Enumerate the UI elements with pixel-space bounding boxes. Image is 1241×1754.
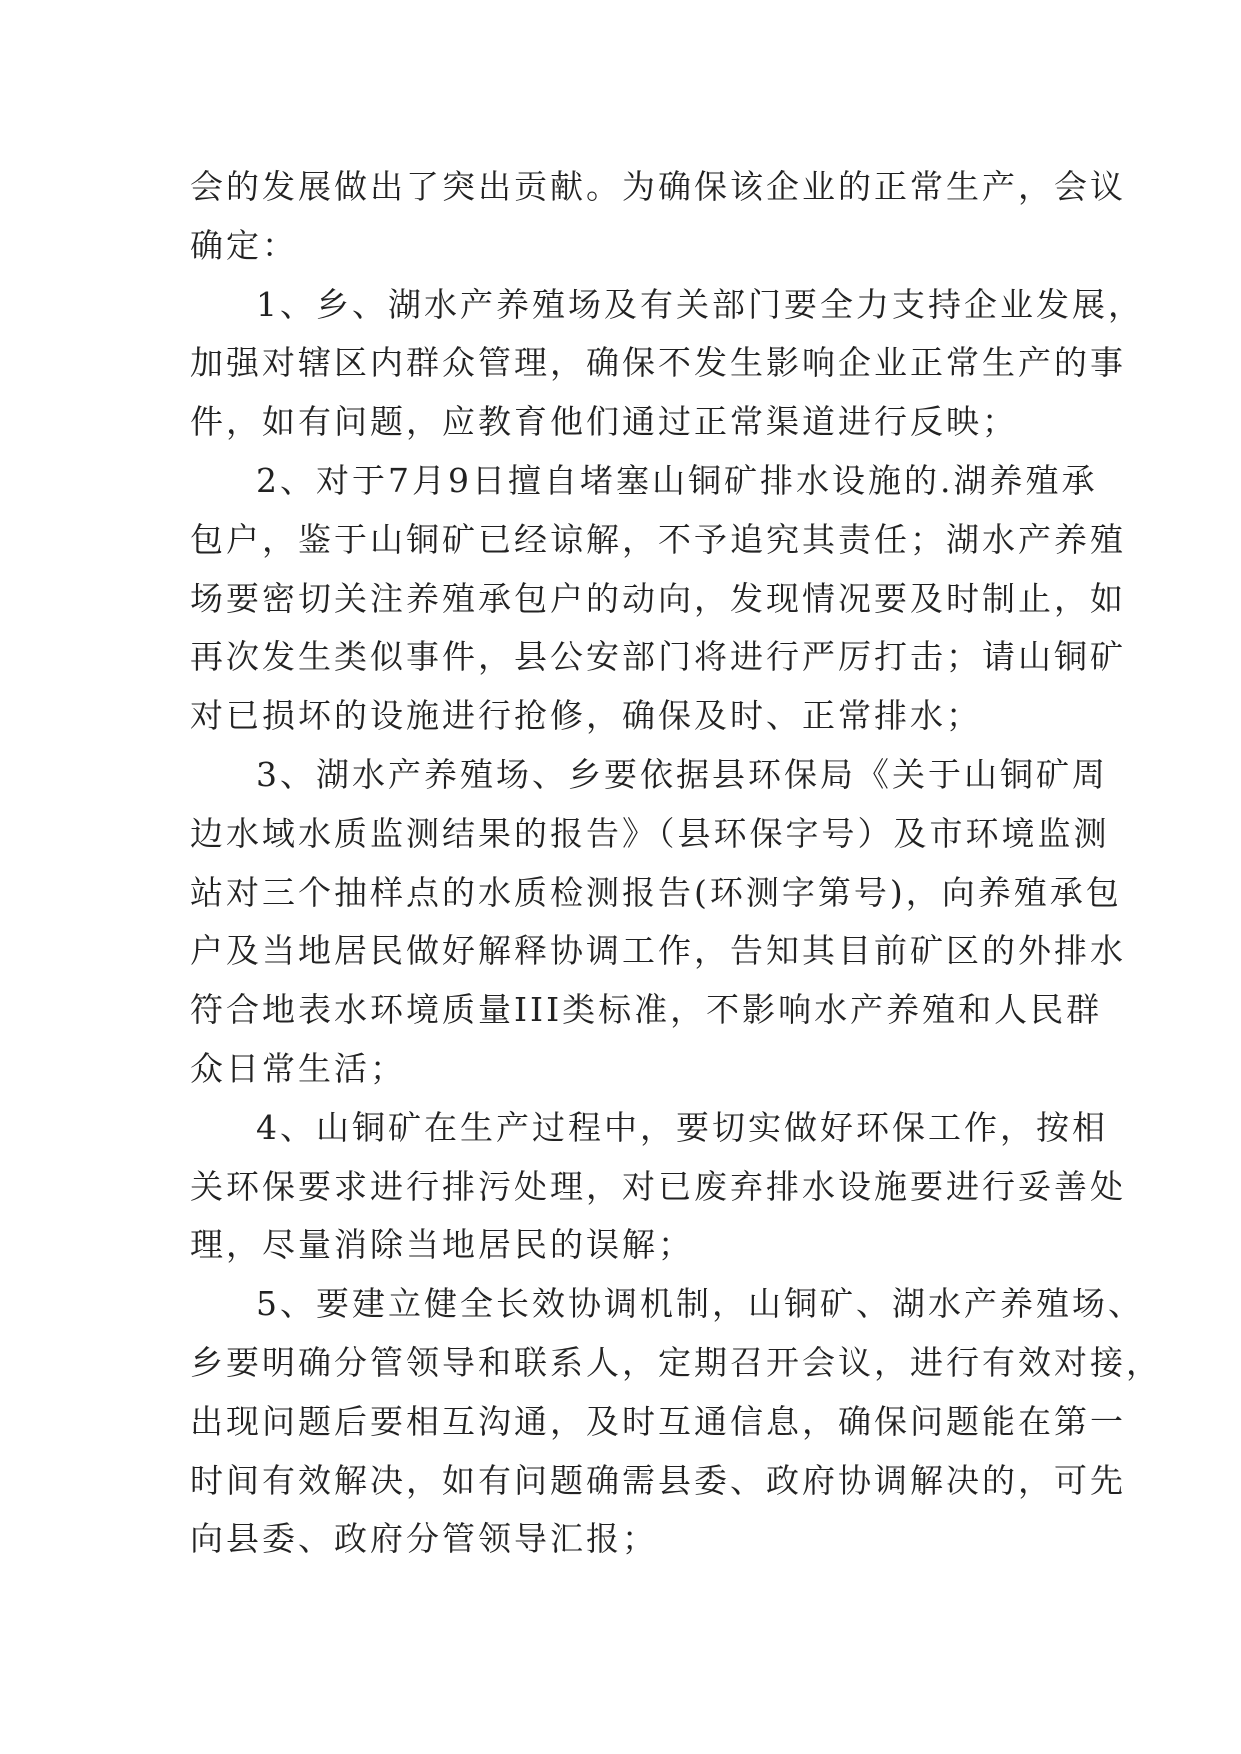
text-line: 场要密切关注养殖承包户的动向，发现情况要及时制止，如 xyxy=(190,578,1126,618)
paragraph-item-5 xyxy=(190,1275,1162,1569)
text-line: 4、山铜矿在生产过程中，要切实做好环保工作，按相 xyxy=(256,1107,1108,1147)
text-line: 再次发生类似事件，县公安部门将进行严厉打击；请山铜矿 xyxy=(190,637,1126,677)
paragraph-item-1 xyxy=(190,276,1144,452)
text-line: 出现问题后要相互沟通，及时互通信息，确保问题能在第一 xyxy=(190,1401,1126,1441)
text-line: 加强对辖区内群众管理，确保不发生影响企业正常生产的事 xyxy=(190,343,1126,383)
text-line: 会的发展做出了突出贡献。为确保该企业的正常生产，会议 xyxy=(190,167,1126,206)
text-line: 乡要明确分管领导和联系人，定期召开会议，进行有效对接， xyxy=(190,1342,1162,1382)
text-line: 向县委、政府分管领导汇报； xyxy=(190,1519,658,1559)
text-line: 关环保要求进行排污处理，对已废弃排水设施要进行妥善处 xyxy=(190,1166,1126,1206)
text-line: 包户，鉴于山铜矿已经谅解，不予追究其责任；湖水产养殖 xyxy=(190,519,1126,559)
text-line: 时间有效解决，如有问题确需县委、政府协调解决的，可先 xyxy=(190,1460,1126,1500)
text-line: 5、要建立健全长效协调机制，山铜矿、湖水产养殖场、 xyxy=(256,1284,1144,1324)
text-line: 1、乡、湖水产养殖场及有关部门要全力支持企业发展， xyxy=(256,284,1144,324)
text-line: 确定： xyxy=(190,225,298,265)
paragraph-item-3 xyxy=(190,746,1126,1099)
text-line: 3、湖水产养殖场、乡要依据县环保局《关于山铜矿周 xyxy=(256,754,1108,794)
paragraph-item-2 xyxy=(190,452,1126,746)
text-line: 2、对于7月9日擅自堵塞山铜矿排水设施的.湖养殖承 xyxy=(256,460,1098,500)
text-line: 站对三个抽样点的水质检测报告(环测字第号)，向养殖承包 xyxy=(190,872,1122,912)
text-line: 理，尽量消除当地居民的误解； xyxy=(190,1225,694,1265)
text-line: 户及当地居民做好解释协调工作，告知其目前矿区的外排水 xyxy=(190,931,1126,971)
document-body xyxy=(190,158,1162,1569)
text-line: 边水域水质监测结果的报告》（县环保字号）及市环境监测 xyxy=(190,813,1110,853)
paragraph-continuation xyxy=(190,158,1126,276)
text-line: 众日常生活； xyxy=(190,1048,406,1088)
text-line: 符合地表水环境质量III类标准，不影响水产养殖和人民群 xyxy=(190,990,1103,1030)
text-line: 件，如有问题，应教育他们通过正常渠道进行反映； xyxy=(190,402,1018,442)
paragraph-item-4 xyxy=(190,1099,1126,1275)
text-line: 对已损坏的设施进行抢修，确保及时、正常排水； xyxy=(190,696,982,736)
